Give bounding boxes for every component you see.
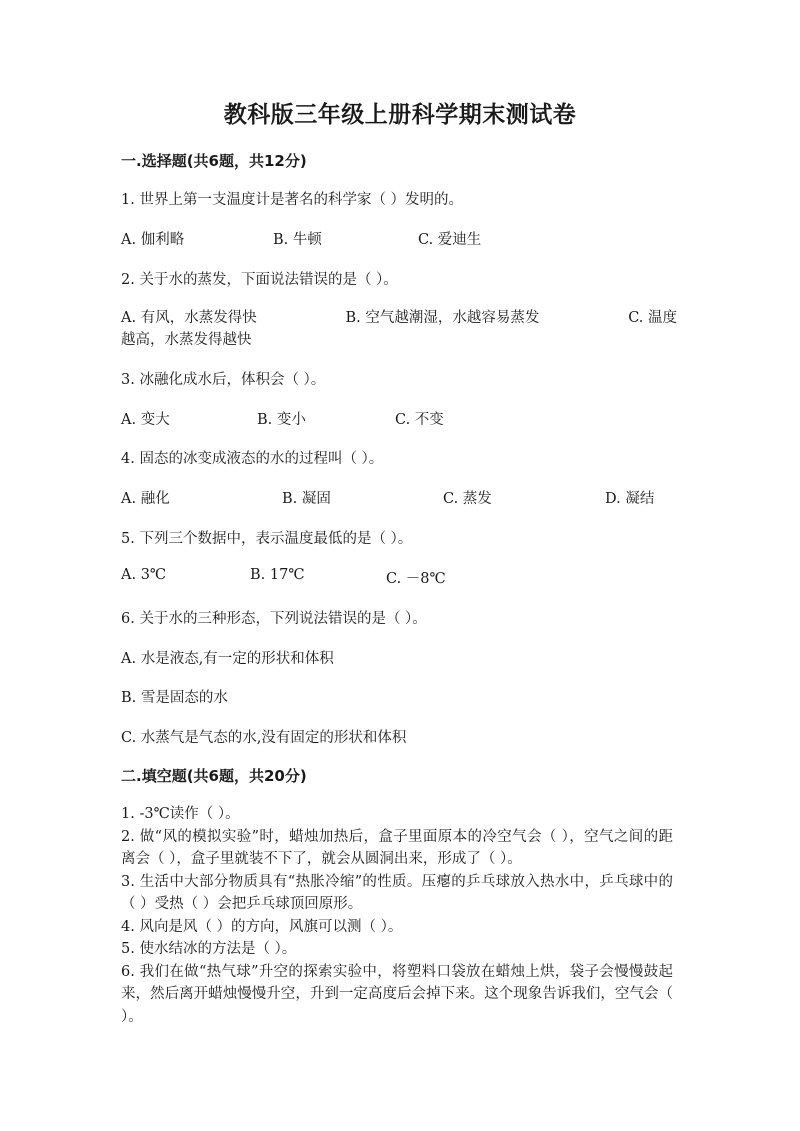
fill-in-questions	[121, 803, 673, 1028]
section-heading-choice: 一.选择题(共6题，共12分)	[121, 152, 307, 170]
question-3-option-c: C. 不变	[395, 412, 444, 428]
question-2-stem: 2. 关于水的蒸发，下面说法错误的是（ ）。	[121, 272, 398, 288]
question-3-option-a: A. 变大	[121, 412, 170, 428]
section-heading-fill: 二.填空题(共6题，共20分)	[121, 767, 307, 785]
question-4-option-d: D. 凝结	[605, 491, 655, 507]
fill-question-5: 5. 使水结冰的方法是（ ）。	[121, 941, 297, 957]
question-2-option-c-continued: 越高，水蒸发得越快	[121, 332, 252, 348]
question-5-option-b: B. 17℃	[250, 567, 305, 583]
question-5-option-a: A. 3℃	[121, 567, 167, 583]
fill-question-1: 1. -3℃读作（ ）。	[121, 806, 240, 822]
fill-question-4: 4. 风向是风（ ）的方向，风旗可以测（ ）。	[121, 918, 403, 935]
question-2-options	[121, 307, 677, 351]
question-6-option-a: A. 水是液态,有一定的形状和体积	[121, 651, 334, 667]
question-2-option-c: C. 温度	[628, 310, 677, 326]
question-4-option-c: C. 蒸发	[443, 491, 492, 507]
question-6-option-b: B. 雪是固态的水	[121, 690, 228, 706]
question-6-stem: 6. 关于水的三种形态，下列说法错误的是（ ）。	[121, 611, 427, 627]
question-3-option-b: B. 变小	[257, 412, 306, 428]
question-5-option-c: C. －8℃	[386, 571, 446, 587]
question-1-stem: 1. 世界上第一支温度计是著名的科学家（ ）发明的。	[121, 192, 464, 208]
question-6-option-c: C. 水蒸气是气态的水,没有固定的形状和体积	[121, 730, 407, 746]
fill-question-6: 6. 我们在做“热气球”升空的探索实验中，将塑料口袋放在蜡烛上烘，袋子会慢慢鼓起来，然后离开蜡烛慢慢升空，升到一定高度后会掉下来。这个现象告诉我们，空气会（ ）。	[121, 963, 673, 1025]
question-2-option-b: B. 空气越潮湿，水越容易蒸发	[345, 310, 540, 326]
question-1-option-a: A. 伽利略	[121, 232, 185, 248]
page-title: 教科版三年级上册科学期末测试卷	[223, 102, 577, 128]
question-1-option-c: C. 爱迪生	[418, 232, 482, 248]
fill-question-2: 2. 做“风的模拟实验”时，蜡烛加热后，盒子里面原本的冷空气会（ ），空气之间的距离会（ ），盒子里就装不下了，就会从圆洞出来，形成了（ ）。	[121, 828, 673, 867]
question-4-option-a: A. 融化	[121, 491, 170, 507]
question-2-option-a: A. 有风，水蒸发得快	[121, 310, 257, 326]
question-4-option-b: B. 凝固	[282, 491, 331, 507]
question-5-stem: 5. 下列三个数据中，表示温度最低的是（ ）。	[121, 531, 413, 547]
question-3-stem: 3. 冰融化成水后，体积会（ ）。	[121, 372, 326, 388]
question-4-stem: 4. 固态的冰变成液态的水的过程叫（ ）。	[121, 451, 384, 467]
fill-question-3: 3. 生活中大部分物质具有“热胀冷缩”的性质。压瘪的乒乓球放入热水中，乒乓球中的（ ）受热（ ）会把乒乓球顶回原形。	[121, 873, 673, 912]
question-1-option-b: B. 牛顿	[273, 232, 322, 248]
